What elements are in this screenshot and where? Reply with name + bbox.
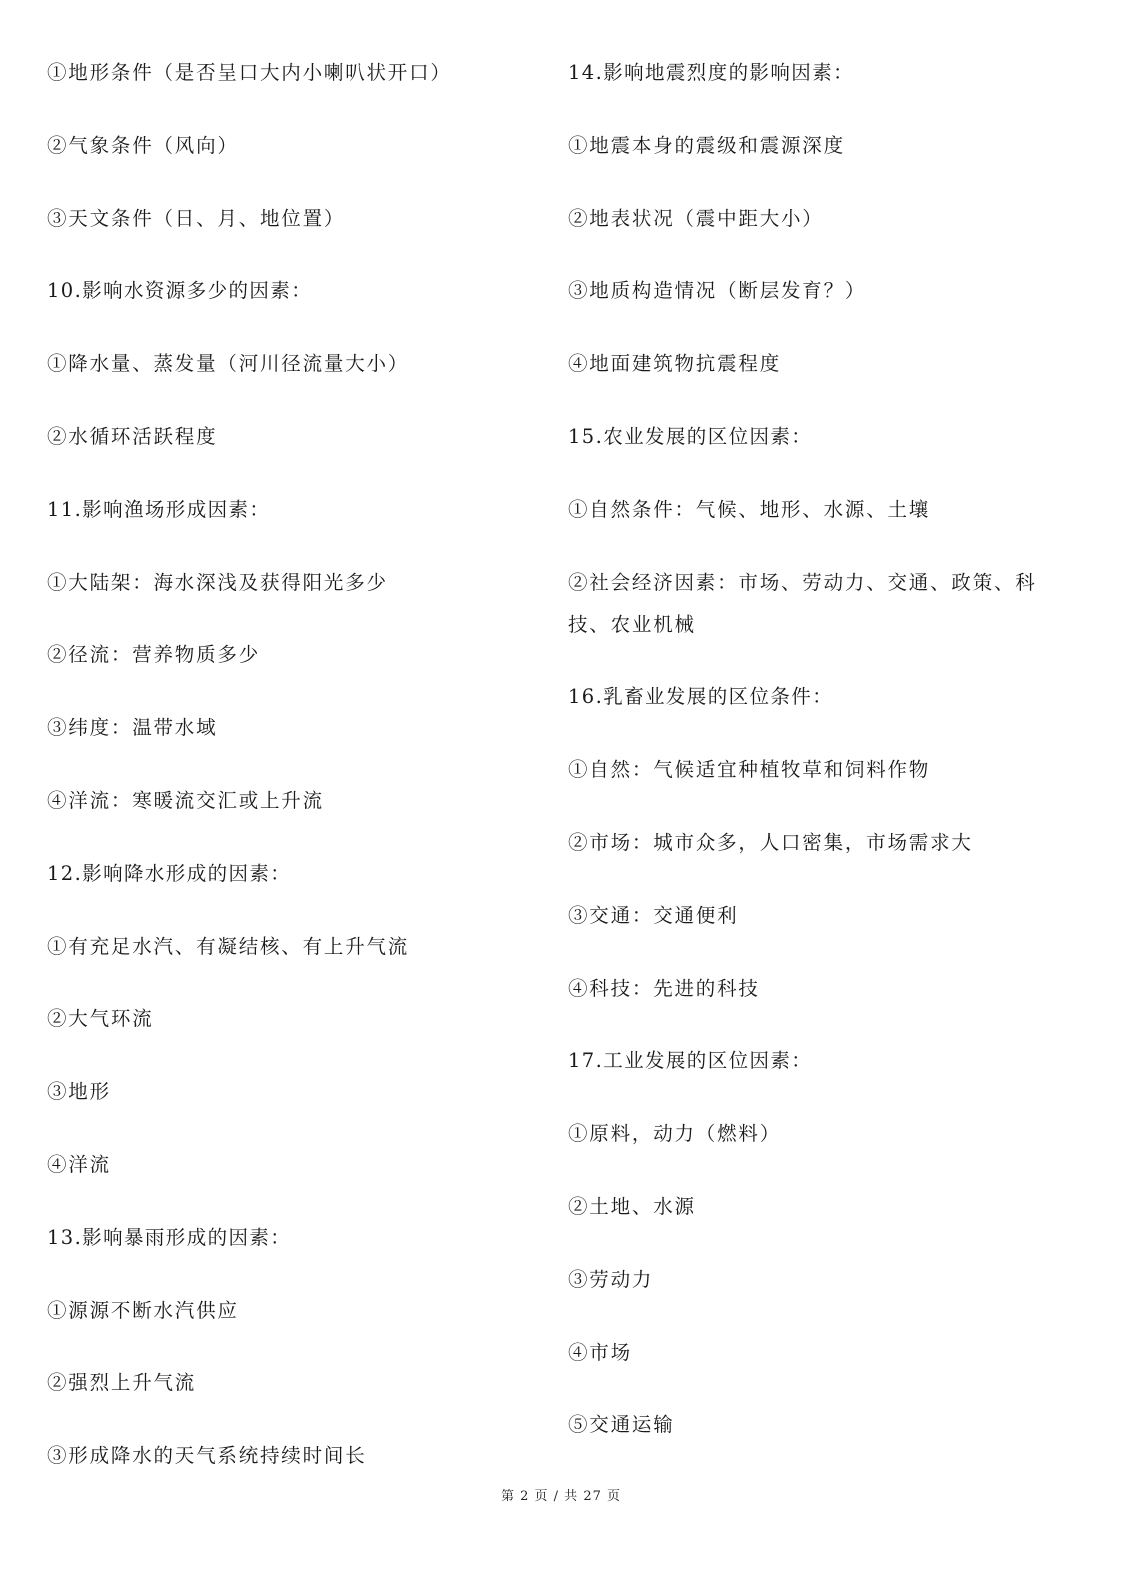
list-item: ③纬度：温带水域 <box>47 716 218 740</box>
list-item: ③形成降水的天气系统持续时间长 <box>47 1444 367 1468</box>
list-item: ③天文条件（日、月、地位置） <box>47 206 346 230</box>
section-heading: 13.影响暴雨形成的因素： <box>47 1225 292 1249</box>
list-item: ③地形 <box>47 1080 111 1104</box>
list-item: ①自然条件：气候、地形、水源、土壤 <box>568 497 931 521</box>
list-item: ③交通：交通便利 <box>568 903 739 927</box>
list-item: ①大陆架：海水深浅及获得阳光多少 <box>47 570 388 594</box>
list-item: ②径流：营养物质多少 <box>47 643 261 667</box>
list-item: ④市场 <box>568 1340 632 1364</box>
list-item: ①有充足水汽、有凝结核、有上升气流 <box>47 934 410 958</box>
list-item: ②水循环活跃程度 <box>47 424 218 448</box>
list-item: ②地表状况（震中距大小） <box>568 206 824 230</box>
list-item: ②市场：城市众多，人口密集，市场需求大 <box>568 830 973 854</box>
section-heading: 15.农业发展的区位因素： <box>568 424 813 448</box>
list-item: ①地形条件（是否呈口大内小喇叭状开口） <box>47 61 452 84</box>
list-item: ③地质构造情况（断层发育？） <box>568 279 867 303</box>
page-footer: 第 2 页 / 共 27 页 <box>501 1489 621 1504</box>
list-item: ①自然：气候适宜种植牧草和饲料作物 <box>568 758 931 782</box>
list-item: ①地震本身的震级和震源深度 <box>568 133 845 157</box>
section-heading: 14.影响地震烈度的影响因素： <box>568 61 855 84</box>
list-item: ②强烈上升气流 <box>47 1371 197 1395</box>
list-item: ②土地、水源 <box>568 1194 696 1218</box>
section-heading: 17.工业发展的区位因素： <box>568 1049 813 1073</box>
section-heading: 12.影响降水形成的因素： <box>47 861 292 885</box>
section-heading: 10.影响水资源多少的因素： <box>47 279 313 303</box>
list-item: ③劳动力 <box>568 1267 654 1291</box>
left-column <box>47 52 527 1508</box>
list-item: ④科技：先进的科技 <box>568 976 760 1000</box>
list-item: ②社会经济因素：市场、劳动力、交通、政策、科技、农业机械 <box>568 570 1037 636</box>
list-item: ②气象条件（风向） <box>47 133 239 157</box>
list-item: ①原料，动力（燃料） <box>568 1122 782 1146</box>
section-heading: 11.影响渔场形成因素： <box>47 497 271 521</box>
section-heading: 16.乳畜业发展的区位条件： <box>568 685 834 709</box>
list-item: ①源源不断水汽供应 <box>47 1298 239 1322</box>
list-item: ⑤交通运输 <box>568 1413 675 1437</box>
list-item: ①降水量、蒸发量（河川径流量大小） <box>47 352 410 376</box>
list-item: ④洋流 <box>47 1152 111 1176</box>
list-item: ②大气环流 <box>47 1007 154 1031</box>
list-item: ④洋流：寒暖流交汇或上升流 <box>47 788 324 812</box>
list-item: ④地面建筑物抗震程度 <box>568 352 782 376</box>
right-column <box>568 52 1078 1477</box>
